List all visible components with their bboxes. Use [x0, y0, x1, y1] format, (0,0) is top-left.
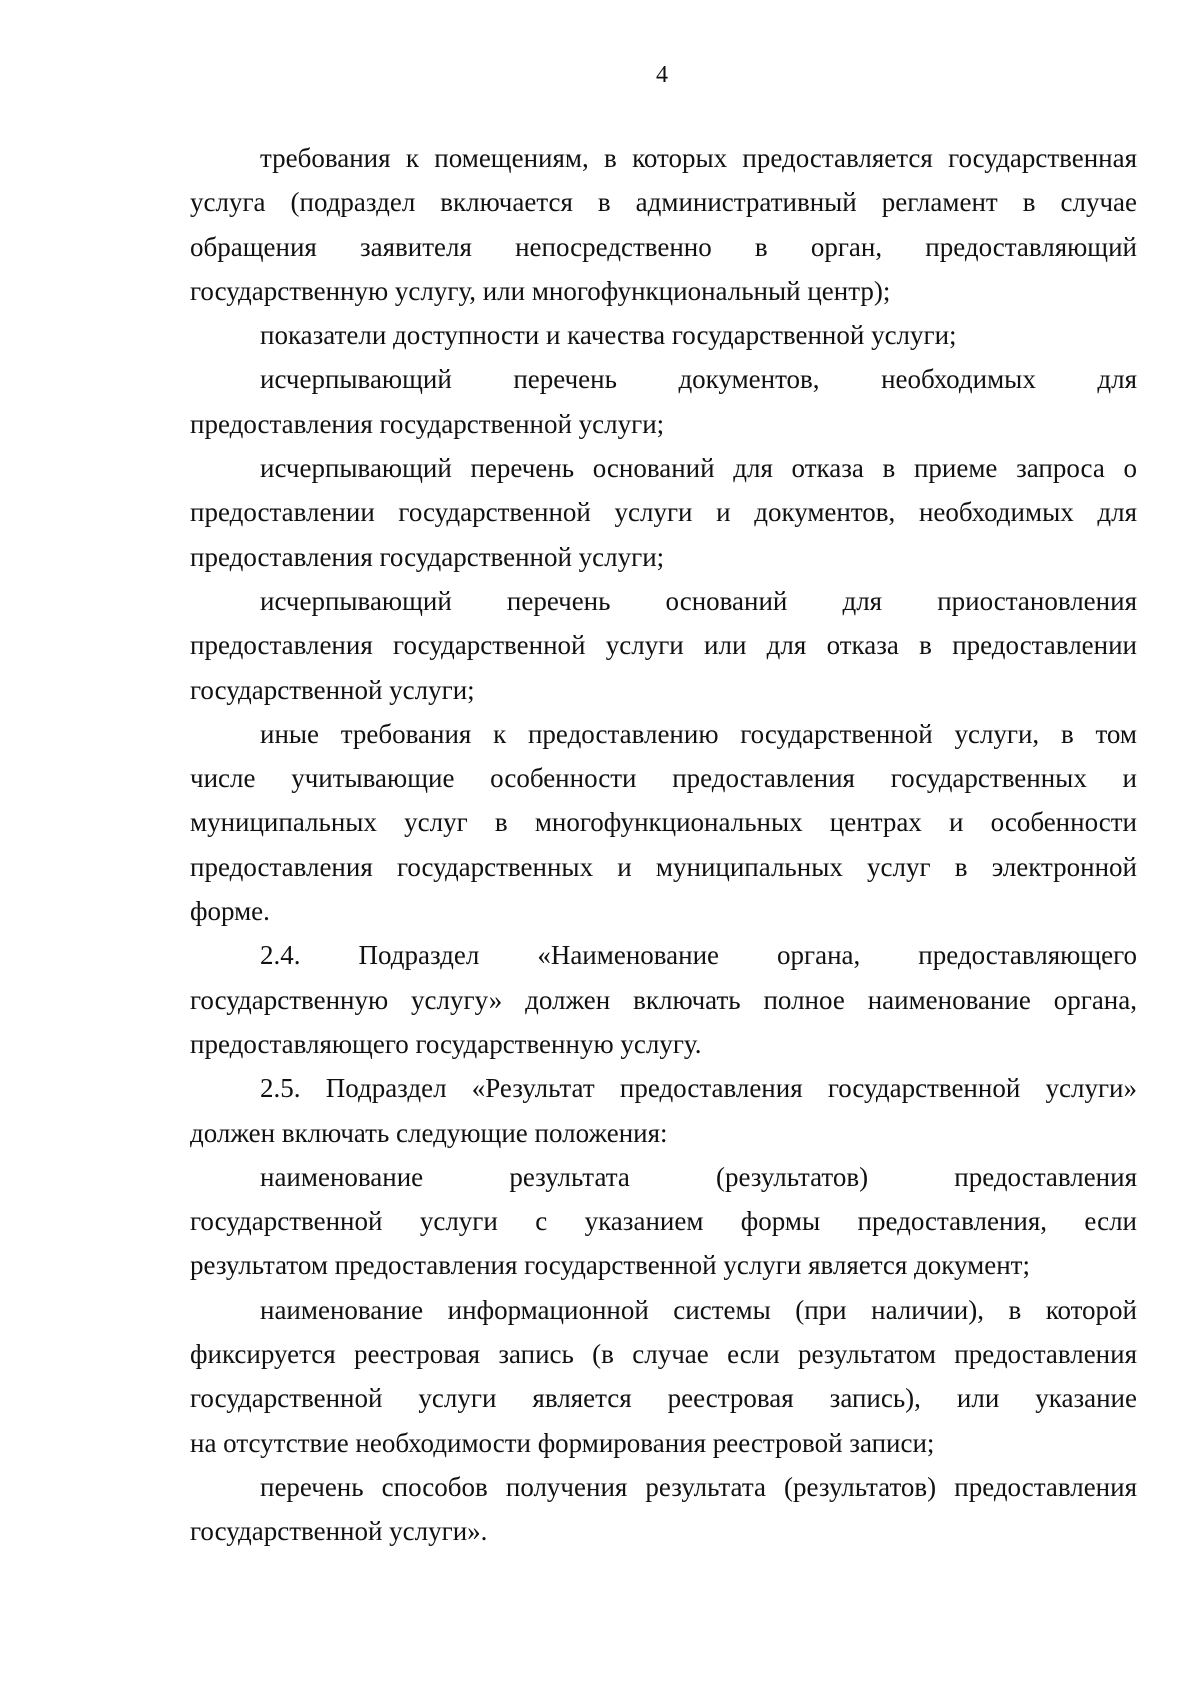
text-line: исчерпывающий перечень документов, необходимых для	[260, 364, 1137, 395]
document-body	[190, 136, 1137, 1554]
text-line: наименование результата (результатов) предоставления	[260, 1161, 1137, 1192]
text-line: предоставлении государственной услуги и документов, необходимых для	[190, 497, 1137, 528]
text-line: числе учитывающие особенности предоставления государственных и	[190, 763, 1137, 794]
text-line: показатели доступности и качества государственной услуги;	[260, 320, 957, 351]
text-line: форме.	[190, 896, 270, 927]
text-line: 2.4. Подраздел «Наименование органа, предоставляющего	[260, 940, 1137, 971]
text-line: государственную услугу» должен включать полное наименование органа,	[190, 984, 1137, 1015]
text-line: результатом предоставления государственной услуги является документ;	[190, 1250, 1030, 1281]
text-line: муниципальных услуг в многофункциональных центрах и особенности	[190, 807, 1137, 838]
text-line: предоставления государственной услуги или для отказа в предоставлении	[190, 630, 1137, 661]
text-line: 2.5. Подраздел «Результат предоставления государственной услуги»	[260, 1073, 1137, 1104]
text-line: предоставления государственной услуги;	[190, 408, 665, 439]
text-line: требования к помещениям, в которых предоставляется государственная	[260, 143, 1137, 173]
text-line: иные требования к предоставлению государственной услуги, в том	[260, 718, 1137, 749]
text-line: должен включать следующие положения:	[190, 1117, 668, 1148]
text-line: предоставления государственных и муниципальных услуг в электронной	[190, 851, 1137, 882]
text-line: государственной услуги».	[190, 1516, 488, 1547]
text-line: наименование информационной системы (при наличии), в которой	[260, 1294, 1137, 1325]
text-line: обращения заявителя непосредственно в орган, предоставляющий	[190, 231, 1137, 262]
text-line: предоставления государственной услуги;	[190, 541, 665, 572]
text-line: перечень способов получения результата (результатов) предоставления	[260, 1471, 1137, 1502]
page-number: 4	[656, 62, 668, 88]
text-line: государственной услуги с указанием формы предоставления, если	[190, 1206, 1137, 1237]
text-line: государственную услугу, или многофункциональный центр);	[190, 275, 891, 306]
text-line: услуга (подраздел включается в административный регламент в случае	[190, 187, 1137, 218]
text-line: исчерпывающий перечень оснований для отказа в приеме запроса о	[260, 453, 1137, 484]
text-line: на отсутствие необходимости формирования реестровой записи;	[190, 1427, 935, 1458]
text-line: исчерпывающий перечень оснований для приостановления	[260, 585, 1137, 616]
text-line: государственной услуги;	[190, 674, 475, 705]
text-line: предоставляющего государственную услугу.	[190, 1028, 702, 1059]
text-line: государственной услуги является реестровая запись), или указание	[190, 1383, 1137, 1414]
text-line: фиксируется реестровая запись (в случае если результатом предоставления	[190, 1339, 1137, 1370]
